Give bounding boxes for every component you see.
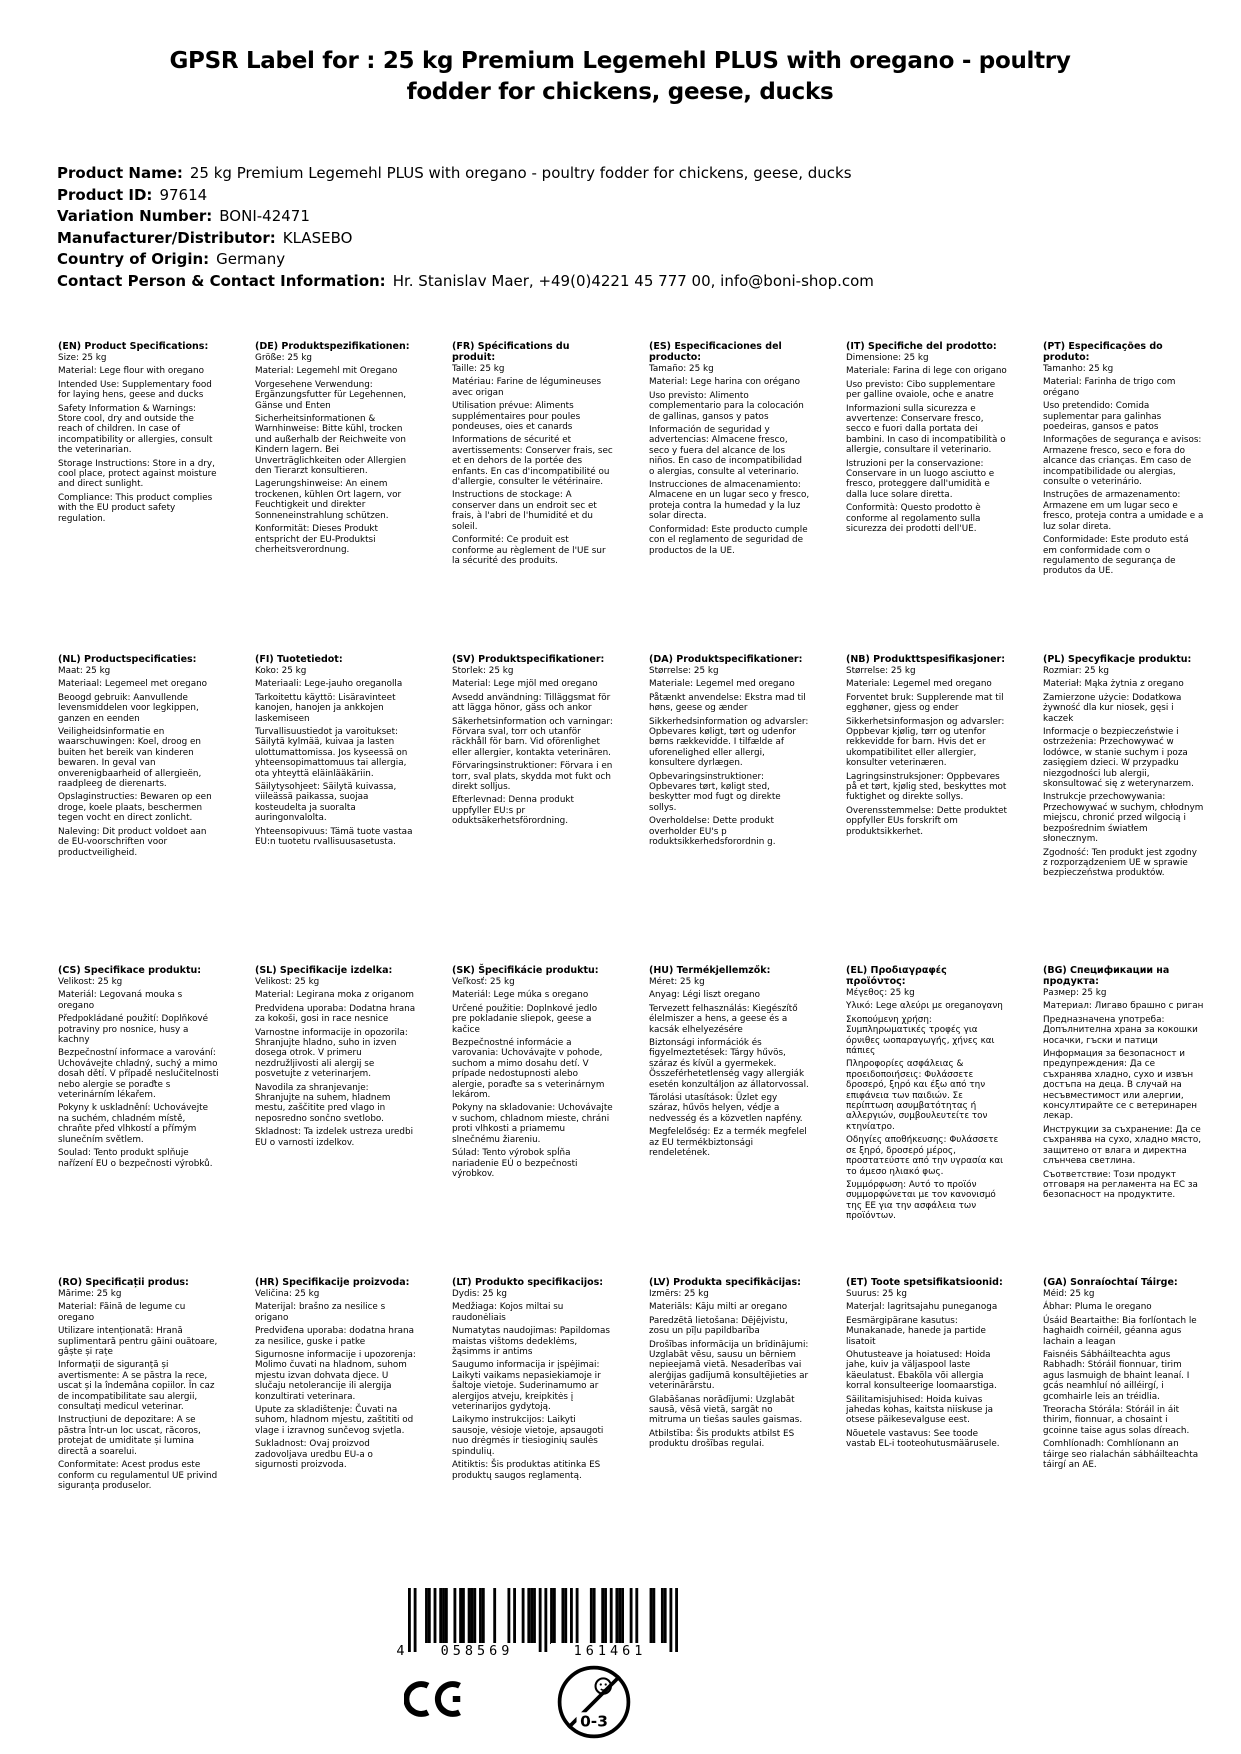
block-paragraph: Conformità: Questo prodotto è conforme al regolamento sulla sicurezza dei prodotti dell'UE. bbox=[846, 503, 981, 535]
block-paragraph: Izmērs: 25 kg bbox=[649, 1289, 709, 1299]
block-paragraph: Pokyny na skladovanie: Uchovávajte v suchom, chladnom mieste, chráni proti vlhkosti a priamemu slnečnému žiareniu. bbox=[452, 1103, 613, 1145]
block-paragraph: Tarkoitettu käyttö: Lisäravinteet kanojen, hanojen ja ankkojen laskemiseen bbox=[255, 692, 396, 724]
language-block-cs bbox=[58, 965, 255, 1277]
block-title: (GA) Sonraíochtaí Táirge: bbox=[1043, 1277, 1178, 1288]
block-paragraph: Πληροφορίες ασφάλειας & προειδοποιήσεις: Φυλάσσετε δροσερό, ξηρό και έξω από την επιφάνεια των παιδιών. Σε περίπτωση ασυμβατότητας ή αλλεργιών, συμβουλευτείτε τον κτηνίατρο. bbox=[846, 1059, 988, 1132]
block-paragraph: Påtænkt anvendelse: Ekstra mad til høns, geese og ænder bbox=[649, 692, 806, 714]
product-info-label: Product Name: bbox=[57, 164, 183, 182]
language-block-el bbox=[846, 965, 1043, 1277]
block-paragraph: Información de seguridad y advertencias: Almacene fresco, seco y fuera del alcance de los niños. En caso de incompatibilidad o alergias, consulte al veterinario. bbox=[649, 425, 803, 477]
block-paragraph: Storlek: 25 kg bbox=[452, 666, 514, 676]
block-paragraph: Beoogd gebruik: Aanvullende levensmiddelen voor legkippen, ganzen en eenden bbox=[58, 692, 199, 724]
block-paragraph: Informacje o bezpieczeństwie i ostrzeżenia: Przechowywać w lodówce, w stanie suchym i poza zasięgiem dzieci. W przypadku niezgodności lub alergii, skonsultować się z weterynarzem. bbox=[1043, 727, 1194, 790]
barcode-digit-group: 058569 bbox=[418, 1643, 536, 1659]
block-paragraph: Materiaali: Lege-jauho oreganolla bbox=[255, 679, 403, 690]
block-paragraph: Méid: 25 kg bbox=[1043, 1289, 1095, 1299]
age-warning-0-3-icon bbox=[556, 1664, 632, 1740]
block-paragraph: Material: Lege flour with oregano bbox=[58, 366, 204, 377]
block-paragraph: Avsedd användning: Tilläggsmat för att lägga hönor, gäss och ankor bbox=[452, 692, 611, 714]
block-paragraph: Určené použitie: Doplnkové jedlo pre pokladanie sliepok, geese a kačice bbox=[452, 1003, 598, 1035]
product-info-value: KLASEBO bbox=[282, 228, 353, 247]
block-title: (EN) Product Specifications: bbox=[58, 341, 209, 352]
language-block-hr bbox=[255, 1277, 452, 1494]
language-block-pl bbox=[1043, 654, 1240, 965]
block-title: (SL) Specifikacije izdelka: bbox=[255, 965, 393, 976]
block-paragraph: Materiāls: Kāju milti ar oregano bbox=[649, 1302, 788, 1313]
block-paragraph: Material: Farinha de trigo com orégano bbox=[1043, 377, 1176, 398]
block-paragraph: Konformität: Dieses Produkt entspricht der EU-Produktsi cherheitsverordnung. bbox=[255, 524, 378, 555]
block-paragraph: Treoracha Stórála: Stóráil in áit thirim, fionnuar, a chosaint i gcoinne taise agus solas díreach. bbox=[1043, 1405, 1190, 1436]
block-paragraph: Информация за безопасност и предупреждения: Да се съхранява хладно, сухо и извън достъпа на деца. В случай на несъвместимост или алергии, консултирайте се с ветеринарен лекар. bbox=[1043, 1049, 1197, 1122]
block-paragraph: Lagringsinstruksjoner: Oppbevares på et tørt, kjølig sted, beskyttes mot fuktighet og direkte sollys. bbox=[846, 771, 1007, 803]
language-block-et bbox=[846, 1277, 1043, 1494]
block-paragraph: Material: Legemehl mit Oregano bbox=[255, 366, 398, 377]
block-title: (SV) Produktspecifikationer: bbox=[452, 654, 605, 665]
block-paragraph: Rozmiar: 25 kg bbox=[1043, 666, 1110, 676]
block-paragraph: Faisnéis Sábháilteachta agus Rabhadh: Stóráil fionnuar, tirim agus lasmuigh de bhaint leanaí. I gcás neamhluí nó ailléirgí, i gcomhairle leis an tréidlia. bbox=[1043, 1350, 1190, 1402]
block-paragraph: Súlad: Tento výrobok spĺňa nariadenie EÚ o bezpečnosti výrobkov. bbox=[452, 1148, 578, 1179]
block-title: (ES) Especificaciones del producto: bbox=[649, 341, 782, 363]
page-title: GPSR Label for : 25 kg Premium Legemehl PLUS with oregano - poultry fodder for chickens, geese, ducks bbox=[169, 48, 1071, 105]
block-paragraph: Istruzioni per la conservazione: Conservare in un luogo asciutto e fresco, proteggere dall'umidità e dalla luce solare diretta. bbox=[846, 458, 995, 500]
block-paragraph: Laikymo instrukcijos: Laikyti sausoje, vėsioje vietoje, apsaugoti nuo drėgmės ir tiesioginių saulės spindulių. bbox=[452, 1415, 604, 1457]
block-paragraph: Yhteensopivuus: Tämä tuote vastaa EU:n tuotetu rvallisuusasetusta. bbox=[255, 826, 413, 848]
block-title: (HU) Termékjellemzők: bbox=[649, 965, 771, 976]
block-paragraph: Predvidena uporaba: Dodatna hrana za kokoši, gosi in race nesnice bbox=[255, 1003, 416, 1025]
block-paragraph: Tamaño: 25 kg bbox=[649, 364, 714, 374]
block-paragraph: Säilitamisjuhised: Hoida kuivas jahedas kohas, kaitsta niiskuse ja otsese päikesevalguse eest. bbox=[846, 1394, 993, 1426]
language-block-hu bbox=[649, 965, 846, 1277]
block-paragraph: Suurus: 25 kg bbox=[846, 1289, 907, 1299]
block-paragraph: Soulad: Tento produkt splňuje nařízení EU o bezpečnosti výrobků. bbox=[58, 1148, 213, 1169]
product-info-row bbox=[57, 206, 1177, 228]
block-paragraph: Предназначена употреба: Допълнителна храна за кокошки носачки, гъски и патици bbox=[1043, 1014, 1198, 1046]
block-paragraph: Materjal: lagritsajahu puneganoga bbox=[846, 1302, 998, 1313]
language-block-sl bbox=[255, 965, 452, 1277]
block-paragraph: Skladnost: Ta izdelek ustreza uredbi EU o varnosti izdelkov. bbox=[255, 1127, 414, 1148]
product-info-label: Product ID: bbox=[57, 185, 153, 204]
block-paragraph: Размер: 25 kg bbox=[1043, 988, 1107, 998]
block-paragraph: Atitiktis: Šis produktas atitinka ES produktų saugos reglamentą. bbox=[452, 1460, 601, 1481]
block-paragraph: Numatytas naudojimas: Papildomas maistas vištoms dedeklėms, žąsimms ir antims bbox=[452, 1326, 610, 1358]
language-blocks-grid bbox=[58, 341, 1240, 1494]
language-block-sv bbox=[452, 654, 649, 965]
block-paragraph: Biztonsági információk és figyelmeztetések: Tárgy hűvös, száraz és kívül a gyermekek. Összeférhetetlenség vagy allergiák esetén konzultáljon az állatorvossal. bbox=[649, 1038, 809, 1090]
block-paragraph: Medžiaga: Kojos miltai su raudonėliais bbox=[452, 1302, 564, 1323]
block-paragraph: Sicherheitsinformationen & Warnhinweise: Bitte kühl, trocken und außerhalb der Reichweite von Kindern lagern. Bei Unverträglichkeiten oder Allergien den Tierarzt konsultieren. bbox=[255, 414, 407, 477]
block-paragraph: Μέγεθος: 25 kg bbox=[846, 988, 915, 998]
block-paragraph: Overensstemmelse: Dette produktet oppfyller EUs forskrift om produktsikkerhet. bbox=[846, 805, 1007, 837]
block-paragraph: Informations de sécurité et avertissements: Conserver frais, sec et en dehors de la portée des enfants. En cas d'incompatibilité ou d'allergie, consulter le vétérinaire. bbox=[452, 435, 613, 488]
block-paragraph: Intended Use: Supplementary food for laying hens, geese and ducks bbox=[58, 379, 212, 401]
block-paragraph: Úsáid Beartaithe: Bia forlíontach le haghaidh coirnéil, géanna agus lachain a leagan bbox=[1043, 1315, 1197, 1347]
block-paragraph: Størrelse: 25 kg bbox=[846, 666, 916, 676]
block-paragraph: Eesmärgipärane kasutus: Munakanade, hanede ja partide lisatoit bbox=[846, 1315, 986, 1347]
block-title: (ET) Toote spetsifikatsioonid: bbox=[846, 1277, 1003, 1288]
product-info-row bbox=[57, 163, 1177, 185]
block-title: (RO) Specificații produs: bbox=[58, 1277, 189, 1288]
block-paragraph: Instrucțiuni de depozitare: A se păstra într-un loc uscat, răcoros, protejat de umiditate și lumina directă a soarelui. bbox=[58, 1415, 201, 1457]
block-paragraph: Инструкции за съхранение: Да се съхранява на сухо, хладно място, защитено от влага и директна слънчева светлина. bbox=[1043, 1124, 1202, 1167]
block-paragraph: Материал: Лигаво брашно с риган bbox=[1043, 1001, 1204, 1012]
product-info-list bbox=[57, 163, 1177, 292]
block-paragraph: Material: Legirana moka z origanom bbox=[255, 990, 414, 1001]
block-paragraph: Uso pretendido: Comida suplementar para galinhas poedeiras, gansos e patos bbox=[1043, 401, 1162, 433]
block-paragraph: Opbevaringsinstruktioner: Opbevares tørt, køligt sted, beskytter mod fugt og direkte sollys. bbox=[649, 771, 781, 813]
block-paragraph: Bezpečnostní informace a varování: Uchovávejte chladný, suchý a mimo dosah dětí. V případě neslučitelnosti nebo alergie se poraďte s veterinárním lékařem. bbox=[58, 1048, 219, 1101]
barcode bbox=[394, 1588, 684, 1670]
barcode-digits bbox=[394, 1643, 684, 1661]
language-block-lt bbox=[452, 1277, 649, 1494]
language-block-nl bbox=[58, 654, 255, 965]
product-info-label: Country of Origin: bbox=[57, 250, 210, 268]
block-paragraph: Съответствие: Този продукт отговаря на регламента на ЕС за безопасност на продуктите. bbox=[1043, 1169, 1198, 1201]
block-paragraph: Veľkosť: 25 kg bbox=[452, 977, 515, 987]
block-paragraph: Οδηγίες αποθήκευσης: Φυλάσσετε σε ξηρό, δροσερό μέρος, προστατεύστε από την υγρασία και το άμεσο ηλιακό φως. bbox=[846, 1135, 1004, 1177]
block-paragraph: Utilisation prévue: Aliments supplémentaires pour poules pondeuses, oies et canards bbox=[452, 401, 581, 433]
block-title: (LT) Produkto specifikacijos: bbox=[452, 1277, 604, 1288]
block-paragraph: Uso previsto: Cibo supplementare per galline ovaiole, oche e anatre bbox=[846, 379, 996, 401]
product-info-label: Variation Number: bbox=[57, 207, 213, 225]
block-paragraph: Utilizare intenționată: Hrană suplimentară pentru găini ouătoare, gâște și rațe bbox=[58, 1326, 218, 1358]
product-info-value: 25 kg Premium Legemehl PLUS with oregano - poultry fodder for chickens, geese, ducks bbox=[189, 164, 852, 182]
block-paragraph: Størrelse: 25 kg bbox=[649, 666, 719, 676]
block-title: (NL) Productspecificaties: bbox=[58, 654, 197, 665]
block-paragraph: Méret: 25 kg bbox=[649, 977, 705, 987]
block-paragraph: Instrucciones de almacenamiento: Almacene en un lugar seco y fresco, proteja contra la humedad y la luz solar directa. bbox=[649, 480, 810, 522]
block-title: (EL) Προδιαγραφές προϊόντος: bbox=[846, 965, 947, 987]
block-paragraph: Συμμόρφωση: Αυτό το προϊόν συμμορφώνεται με τον κανονισμό της ΕΕ για την ασφάλεια των προϊόντων. bbox=[846, 1179, 996, 1222]
block-paragraph: Lagerungshinweise: An einem trockenen, kühlen Ort lagern, vor Feuchtigkeit und direkter Sonneneinstrahlung schützen. bbox=[255, 479, 402, 521]
barcode-digit-group: 161461 bbox=[551, 1643, 669, 1659]
block-paragraph: Velikost: 25 kg bbox=[255, 977, 320, 987]
block-paragraph: Paredzētā lietošana: Dējējvistu, zosu un pīļu papildbarība bbox=[649, 1315, 788, 1337]
block-paragraph: Efterlevnad: Denna produkt uppfyller EU:s pr oduktsäkerhetsförordning. bbox=[452, 795, 574, 827]
block-paragraph: Drošības informācija un brīdinājumi: Uzglabāt vēsu, sausu un bērniem nepieejamā vietā. Nesaderības vai alerģijas gadījumā konsultējieties ar veterinārārstu. bbox=[649, 1339, 809, 1392]
block-paragraph: Informações de segurança e avisos: Armazene fresco, seco e fora do alcance das crianças. Em caso de incompatibilidade ou alergias, consulte o veterinário. bbox=[1043, 435, 1202, 488]
block-paragraph: Größe: 25 kg bbox=[255, 353, 313, 363]
block-title: (NB) Produkttspesifikasjoner: bbox=[846, 654, 1006, 665]
block-paragraph: Upute za skladištenje: Čuvati na suhom, hladnom mjestu, zaštititi od vlage i izravnog sunčevog svjetla. bbox=[255, 1405, 414, 1436]
block-paragraph: Informazioni sulla sicurezza e avvertenze: Conservare fresco, secco e fuori dalla portata dei bambini. In caso di incompatibilità o allergie, consultare il veterinario. bbox=[846, 403, 1006, 456]
block-title: (SK) Špecifikácie produktu: bbox=[452, 965, 599, 976]
language-block-lv bbox=[649, 1277, 846, 1494]
language-block-fi bbox=[255, 654, 452, 965]
block-paragraph: Dimensione: 25 kg bbox=[846, 353, 929, 363]
block-paragraph: Tervezett felhasználás: Kiegészítő élelmiszer a hens, a geese és a kacsák elhelyezésére bbox=[649, 1003, 798, 1035]
block-paragraph: Vorgesehene Verwendung: Ergänzungsfutter für Legehennen, Gänse und Enten bbox=[255, 379, 407, 411]
block-paragraph: Tárolási utasítások: Üzlet egy száraz, hűvös helyen, védje a nedvesség és a közvetlen napfény. bbox=[649, 1093, 803, 1124]
block-paragraph: Ohutusteave ja hoiatused: Hoida jahe, kuiv ja väljaspool laste käeulatust. Ebakõla või allergia korral konsulteerige loomaarstiga. bbox=[846, 1350, 997, 1392]
block-paragraph: Materiale: Legemel med oregano bbox=[846, 679, 992, 690]
block-paragraph: Naleving: Dit product voldoet aan de EU-voorschriften voor productveiligheid. bbox=[58, 826, 207, 858]
block-title: (PL) Specyfikacje produktu: bbox=[1043, 654, 1192, 665]
block-paragraph: Atbilstība: Šis produkts atbilst ES produktu drošības regulai. bbox=[649, 1428, 795, 1450]
block-title: (BG) Спецификации на продукта: bbox=[1043, 965, 1170, 987]
block-title: (DA) Produktspecifikationer: bbox=[649, 654, 803, 665]
block-paragraph: Sigurnosne informacije i upozorenja: Molimo čuvati na hladnom, suhom mjestu izvan dohvata djece. U slučaju netolerancije ili alergija konzultirati veterinara. bbox=[255, 1350, 416, 1402]
age-warning-text: 0-3 bbox=[580, 1712, 608, 1731]
language-block-it bbox=[846, 341, 1043, 654]
block-title: (HR) Specifikacije proizvoda: bbox=[255, 1277, 410, 1288]
block-paragraph: Material: Lege harina con orégano bbox=[649, 377, 800, 388]
block-paragraph: Turvallisuustiedot ja varoitukset: Säilytä kylmää, kuivaa ja lasten ulottumattomissa. Jos kyseessä on yhteensopimattomuus tai allergia, ota yhteyttä eläinlääkäriin. bbox=[255, 727, 408, 779]
product-info-row bbox=[57, 249, 1177, 271]
product-info-value: 97614 bbox=[159, 185, 208, 204]
block-paragraph: Conformité: Ce produit est conforme au règlement de l'UE sur la sécurité des produits. bbox=[452, 535, 606, 566]
block-paragraph: Safety Information & Warnings: Store cool, dry and outside the reach of children. In case of incompatibility or allergies, consult the veterinarian. bbox=[58, 403, 213, 456]
language-block-es bbox=[649, 341, 846, 654]
block-paragraph: Förvaringsinstruktioner: Förvara i en torr, sval plats, skydda mot fukt och direkt solljus. bbox=[452, 761, 613, 793]
block-title: (CS) Specifikace produktu: bbox=[58, 965, 202, 976]
language-block-pt bbox=[1043, 341, 1240, 654]
block-paragraph: Sikkerhetsinformasjon og advarsler: Oppbevar kjølig, tørr og utenfor rekkevidde for barn. Hvis det er ukompatibilitet eller allergier, konsulter veterinæren. bbox=[846, 716, 1005, 769]
block-paragraph: Conformitate: Acest produs este conform cu regulamentul UE privind siguranța produselor. bbox=[58, 1460, 218, 1491]
block-paragraph: Materiale: Farina di lege con origano bbox=[846, 366, 1007, 377]
block-paragraph: Materijal: brašno za nesilice s origano bbox=[255, 1302, 386, 1323]
block-paragraph: Materiál: Lege múka s oregano bbox=[452, 990, 589, 1001]
block-paragraph: Materiál: Legovaná mouka s oregano bbox=[58, 990, 183, 1011]
block-paragraph: Megfelelőség: Ez a termék megfelel az EU termékbiztonsági rendeletének. bbox=[649, 1127, 807, 1159]
block-paragraph: Saugumo informacija ir įspėjimai: Laikyti vaikams nepasiekiamoje ir šaltoje vietoje. Suderinamumo ar alergijos atveju, kreipkitės į veterinarijos gydytoją. bbox=[452, 1360, 601, 1413]
language-block-de bbox=[255, 341, 452, 654]
ce-mark-icon bbox=[404, 1678, 470, 1720]
block-title: (FR) Spécifications du produit: bbox=[452, 341, 570, 363]
block-paragraph: Predviđena uporaba: dodatna hrana za nesilice, guske i patke bbox=[255, 1326, 414, 1347]
product-info-value: Germany bbox=[216, 250, 286, 268]
block-paragraph: Tamanho: 25 kg bbox=[1043, 364, 1114, 374]
block-paragraph: Sikkerhedsinformation og advarsler: Opbevares køligt, tørt og udenfor børns rækkevidde. I tilfælde af uforenelighed eller allergi, konsultere dyrlægen. bbox=[649, 716, 809, 769]
block-paragraph: Mărime: 25 kg bbox=[58, 1289, 122, 1299]
block-paragraph: Sukladnost: Ovaj proizvod zadovoljava uredbu EU-a o sigurnosti proizvoda. bbox=[255, 1439, 373, 1471]
block-paragraph: Informații de siguranță și avertismente: A se păstra la rece, uscat și la îndemâna copiilor. În caz de incompatibilitate sau alergii, consultați medicul veterinar. bbox=[58, 1360, 215, 1413]
block-paragraph: Instrukcje przechowywania: Przechowywać w suchym, chłodnym miejscu, chronić przed wilgocią i bezpośrednim światłem słonecznym. bbox=[1043, 792, 1204, 845]
block-paragraph: Säilytysohjeet: Säilytä kuivassa, viileässä paikassa, suojaa kosteudelta ja suoralta auringonvalolta. bbox=[255, 782, 397, 824]
block-title: (LV) Produkta specifikācijas: bbox=[649, 1277, 801, 1288]
language-block-en bbox=[58, 341, 255, 654]
block-paragraph: Zamierzone użycie: Dodatkowa żywność dla kur niosek, gęsi i kaczek bbox=[1043, 692, 1182, 724]
block-paragraph: Materiale: Legemel med oregano bbox=[649, 679, 795, 690]
block-paragraph: Matériau: Farine de légumineuses avec origan bbox=[452, 377, 602, 398]
block-paragraph: Nõuetele vastavus: See toode vastab EL-i tooteohutusmäärusele. bbox=[846, 1428, 1000, 1450]
block-paragraph: Glabāšanas norādījumi: Uzglabāt sausā, vēsā vietā, sargāt no mitruma un tiešas saules gaismas. bbox=[649, 1394, 803, 1426]
block-paragraph: Veličina: 25 kg bbox=[255, 1289, 320, 1299]
block-paragraph: Taille: 25 kg bbox=[452, 364, 505, 374]
block-paragraph: Instruções de armazenamento: Armazene em um lugar seco e fresco, proteja contra a umidade e a luz solar direta. bbox=[1043, 490, 1204, 532]
language-block-da bbox=[649, 654, 846, 965]
language-block-sk bbox=[452, 965, 649, 1277]
block-title: (IT) Specifiche del prodotto: bbox=[846, 341, 997, 352]
language-block-ro bbox=[58, 1277, 255, 1494]
product-info-value: BONI-42471 bbox=[219, 207, 310, 225]
block-paragraph: Conformidad: Este producto cumple con el reglamento de seguridad de productos de la UE. bbox=[649, 524, 808, 556]
block-paragraph: Material: Făină de legume cu oregano bbox=[58, 1302, 186, 1323]
block-paragraph: Materiaal: Legemeel met oregano bbox=[58, 679, 208, 690]
product-info-row bbox=[57, 271, 1177, 293]
block-paragraph: Navodila za shranjevanje: Shranjujte na suhem, hladnem mestu, zaščitite pred vlago in neposredno sončno svetlobo. bbox=[255, 1082, 391, 1124]
block-paragraph: Veiligheidsinformatie en waarschuwingen: Koel, droog en buiten het bereik van kinderen bewaren. In geval van onverenigbaarheid of allergieën, raadpleeg de dierenarts. bbox=[58, 727, 202, 790]
product-info-value: Hr. Stanislav Maer, +49(0)4221 45 777 00, info@boni-shop.com bbox=[392, 271, 874, 290]
block-paragraph: Instructions de stockage: A conserver dans un endroit sec et frais, à l'abri de l'humidité et du soleil. bbox=[452, 490, 597, 532]
product-info-label: Contact Person & Contact Information: bbox=[57, 271, 386, 290]
block-paragraph: Ábhar: Pluma le oregano bbox=[1043, 1302, 1152, 1313]
product-info-row bbox=[57, 228, 1177, 250]
language-block-ga bbox=[1043, 1277, 1240, 1494]
language-block-fr bbox=[452, 341, 649, 654]
block-paragraph: Bezpečnostné informácie a varovania: Uchovávajte v pohode, suchom a mimo dosahu detí. V prípade nedostupnosti alebo alergie, poraďte sa s veterinárnym lekárom. bbox=[452, 1038, 605, 1101]
block-paragraph: Anyag: Légi liszt oregano bbox=[649, 990, 761, 1001]
block-paragraph: Forventet bruk: Supplerende mat til egghøner, gjess og ender bbox=[846, 692, 1004, 714]
block-title: (PT) Especificações do produto: bbox=[1043, 341, 1163, 363]
block-paragraph: Pokyny k uskladnění: Uchovávejte na suchém, chladném místě, chraňte před vlhkostí a přímým slunečním světlem. bbox=[58, 1103, 209, 1145]
block-paragraph: Zgodność: Ten produkt jest zgodny z rozporządzeniem UE w sprawie bezpieczeństwa produktów. bbox=[1043, 847, 1197, 879]
block-paragraph: Compliance: This product complies with the EU product safety regulation. bbox=[58, 492, 213, 524]
block-paragraph: Uso previsto: Alimento complementario para la colocación de gallinas, gansos y patos bbox=[649, 390, 804, 422]
block-paragraph: Dydis: 25 kg bbox=[452, 1289, 508, 1299]
block-paragraph: Σκοπούμενη χρήση: Συμπληρωματικές τροφές για όρνιθες ωοπαραγωγής, χήνες και πάπιες bbox=[846, 1014, 995, 1057]
block-paragraph: Comhlíonadh: Comhlíonann an táirge seo rialachán sábháilteachta táirgí an AE. bbox=[1043, 1439, 1199, 1471]
block-paragraph: Conformidade: Este produto está em conformidade com o regulamento de segurança de produtos da UE. bbox=[1043, 535, 1189, 577]
block-paragraph: Size: 25 kg bbox=[58, 353, 107, 363]
product-info-label: Manufacturer/Distributor: bbox=[57, 228, 276, 247]
block-paragraph: Overholdelse: Dette produkt overholder EU's p roduktsikkerhedsforordnin g. bbox=[649, 816, 776, 848]
block-paragraph: Storage Instructions: Store in a dry, cool place, protect against moisture and direct sunlight. bbox=[58, 458, 217, 490]
block-paragraph: Material: Lege mjöl med oregano bbox=[452, 679, 598, 690]
block-title: (FI) Tuotetiedot: bbox=[255, 654, 343, 665]
block-paragraph: Předpokládané použití: Doplňkové potraviny pro nosnice, husy a kachny bbox=[58, 1014, 209, 1046]
language-block-nb bbox=[846, 654, 1043, 965]
block-title: (DE) Produktspezifikationen: bbox=[255, 341, 410, 352]
block-paragraph: Velikost: 25 kg bbox=[58, 977, 123, 987]
language-block-bg bbox=[1043, 965, 1240, 1277]
block-paragraph: Materiał: Mąka żytnia z oregano bbox=[1043, 679, 1184, 690]
block-paragraph: Varnostne informacije in opozorila: Shranjujte hladno, suho in izven dosega otrok. V primeru nezdružljivosti ali alergij se posvetujte z veterinarjem. bbox=[255, 1027, 408, 1080]
block-paragraph: Säkerhetsinformation och varningar: Förvara sval, torr och utanför räckhåll för barn. Vid oförenlighet eller allergier, kontakta veterinären. bbox=[452, 716, 613, 758]
block-paragraph: Koko: 25 kg bbox=[255, 666, 307, 676]
product-info-row bbox=[57, 185, 1177, 207]
block-paragraph: Opslaginstructies: Bewaren op een droge, koele plaats, beschermen tegen vocht en direct zonlicht. bbox=[58, 792, 212, 824]
barcode-digit-group: 4 bbox=[396, 1643, 405, 1659]
block-paragraph: Maat: 25 kg bbox=[58, 666, 111, 676]
block-paragraph: Υλικό: Lege αλεύρι με oreganoγανη bbox=[846, 1001, 1003, 1012]
